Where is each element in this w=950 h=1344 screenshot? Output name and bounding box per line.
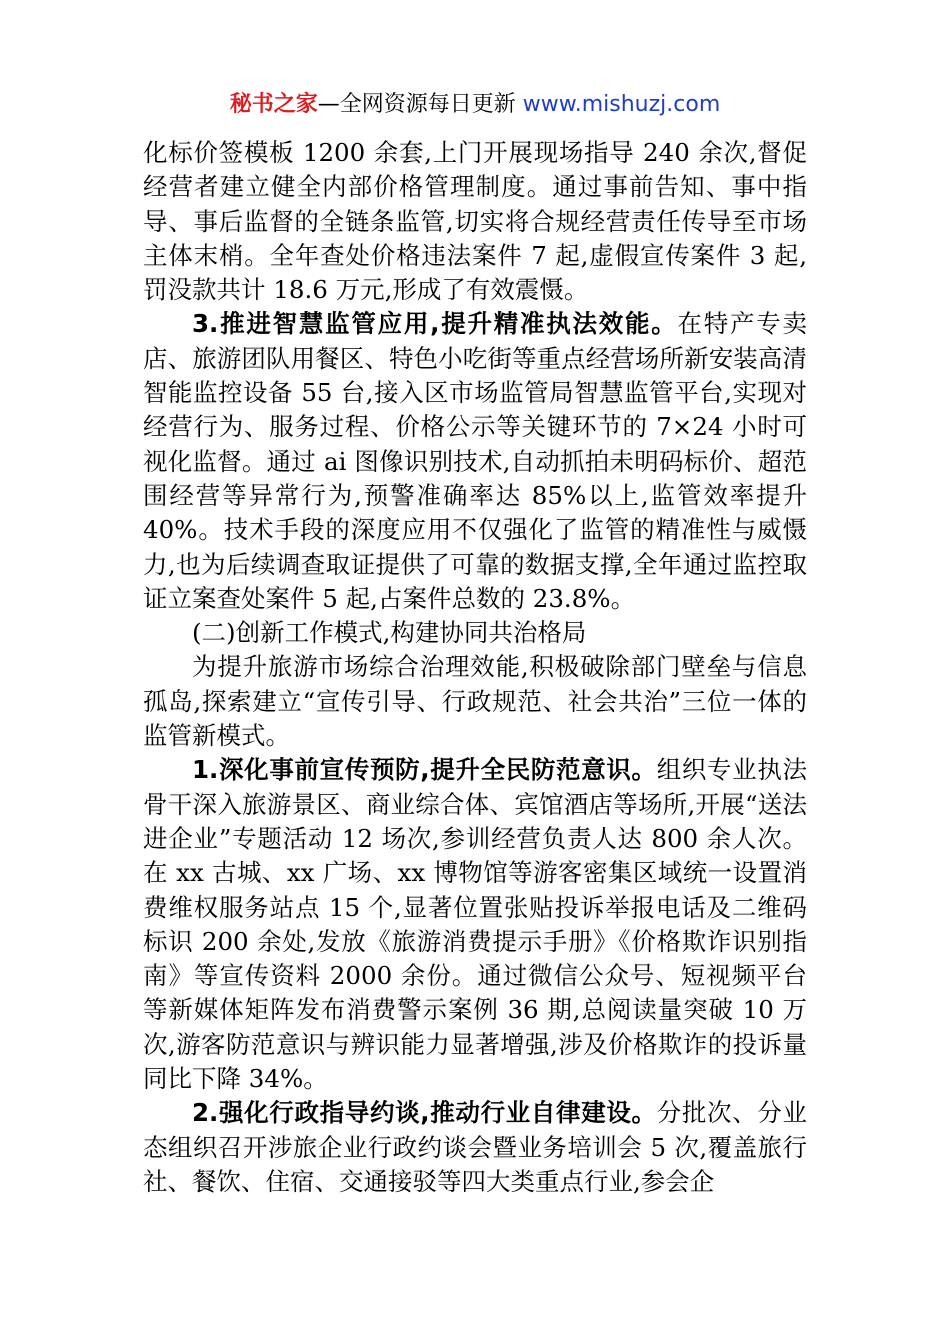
paragraph-lead-heading: 3.推进智慧监管应用,提升精准执法效能。 [192,309,678,339]
site-header [0,88,950,122]
document-body [143,136,807,1199]
paragraph-text: 组织专业执法骨干深入旅游景区、商业综合体、宾馆酒店等场所,开展“送法进企业”专题活动 12 场次,参训经营负责人达 800 余人次。在 xx 古城、xx 广场、xx 博物馆等游客密集区域统一设置消费维权服务站点 15 个,显著位置张贴投诉举报电话及二维码标识 200 余处,发放《旅游消费提示手册》《价格欺诈识别指南》等宣传资料 2000 余份。通过微信公众号、短视频平台等新媒体矩阵发布消费警示案例 36 期,总阅读量突破 10 万次,游客防范意识与辨识能力显著增强,涉及价格欺诈的投诉量同比下降 34%。 [143,755,808,1094]
paragraph-text: 为提升旅游市场综合治理效能,积极破除部门壁垒与信息孤岛,探索建立“宣传引导、行政规范、社会共治”三位一体的监管新模式。 [143,652,807,751]
paragraph-text: 分批次、分业态组织召开涉旅企业行政约谈会暨业务培训会 5 次,覆盖旅行社、餐饮、住宿、交通接驳等四大类重点行业,参会企 [143,1098,808,1196]
paragraph-publicity [143,753,807,1096]
paragraph-text: 在特产专卖店、旅游团队用餐区、特色小吃街等重点经营场所新安装高清智能监控设备 55 台,接入区市场监管局智慧监管平台,实现对经营行为、服务过程、价格公示等关键环节的 7×24 小时可视化监督。通过 ai 图像识别技术,自动抓拍未明码标价、超范围经营等异常行为,预警准确率达 85%以上,监管效率提升 40%。技术手段的深度应用不仅强化了监管的精准性与威慑力,也为后续调查取证提供了可靠的数据支撑,全年通过监控取证立案查处案件 5 起,占案件总数的 23.8%。 [143,309,807,613]
paragraph-continuation [143,136,807,307]
paragraph-lead-heading: 2.强化行政指导约谈,推动行业自律建设。 [192,1098,657,1128]
paragraph-intro [143,650,807,753]
paragraph-lead-heading: 1.深化事前宣传预防,提升全民防范意识。 [192,755,657,785]
brand-name: 秘书之家 [229,92,318,117]
section-heading [143,616,807,650]
paragraph-text: 化标价签模板 1200 余套,上门开展现场指导 240 余次,督促经营者建立健全内部价格管理制度。通过事前告知、事中指导、事后监督的全链条监管,切实将合规经营责任传导至市场主体末梢。全年查处价格违法案件 7 起,虚假宣传案件 3 起,罚没款共计 18.6 万元,形成了有效震慑。 [143,138,807,305]
section-heading-text: (二)创新工作模式,构建协同共治格局 [192,618,587,648]
paragraph-smart-supervision [143,307,807,616]
site-url-link[interactable]: www.mishuzj.com [522,92,721,117]
paragraph-guidance [143,1096,807,1199]
header-tagline: —全网资源每日更新 [317,92,516,117]
